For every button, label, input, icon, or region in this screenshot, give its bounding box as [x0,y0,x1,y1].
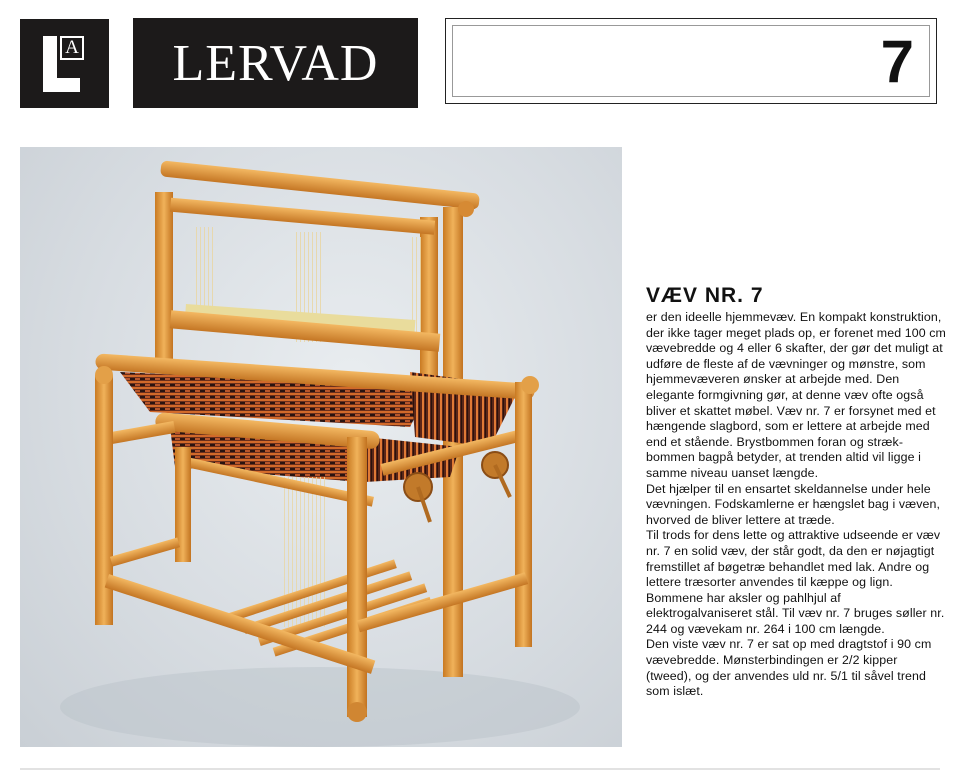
article-paragraph: Det hjælper til en ensartet skeldannelse under hele vævningen. Fodskamlerne er hængslet bag i væven, hvorved de bliver lettere at træde. [646,481,941,527]
model-number-box [445,18,937,104]
article-paragraph: er den ideelle hjemmevæv. En kompakt konstruktion, der ikke tager meget plads op, er forenet med 100 cm vævebredde og 4 eller 6 skafter, der gør det muligt at udføre de fleste af de vævninger og mønstre, som hjemmevæveren ønsker at arbejde med. Den elegante formgivning gør, at denne væv ofte også bliver et skattet møbel. Væv nr. 7 er forsynet med et hængende slagbord, som er lettere at arbejde med end et stående. Brystbommen foran og stræk-bommen bagpå betyder, at trenden altid vil ligge i samme niveau uanset længde. [646,310,946,480]
brand-name: LERVAD [172,34,379,92]
brand-banner [133,18,418,108]
article-heading: VÆV NR. 7 [646,284,764,307]
article [646,285,946,700]
logo-l-foot [43,78,80,92]
loom-illustration [20,147,622,747]
article-paragraph: Den viste væv nr. 7 er sat op med dragtstof i 90 cm vævebredde. Mønsterbindingen er 2/2 kipper (tweed), og der anvendes uld nr. 5/1 til såvel trend som islæt. [646,637,932,699]
model-number-frame [452,25,930,97]
bottom-divider [20,768,940,770]
article-paragraph: Bommene har aksler og pahlhjul af elektrogalvaniseret stål. Til væv nr. 7 bruges søller nr. 244 og vævekam nr. 264 i 100 cm længde. [646,590,945,636]
logo-a-letter: A [60,36,84,60]
lervad-logo-icon [20,19,109,108]
article-paragraph: Til trods for dens lette og attraktive udseende er væv nr. 7 en solid væv, der står godt, da den er nøjagtigt fremstillet af bøgetræ behandlet med lak. Andre og lettere træsorter anvendes til kæppe og lign. [646,528,941,590]
loom-photo [20,147,622,747]
model-number: 7 [880,28,914,95]
